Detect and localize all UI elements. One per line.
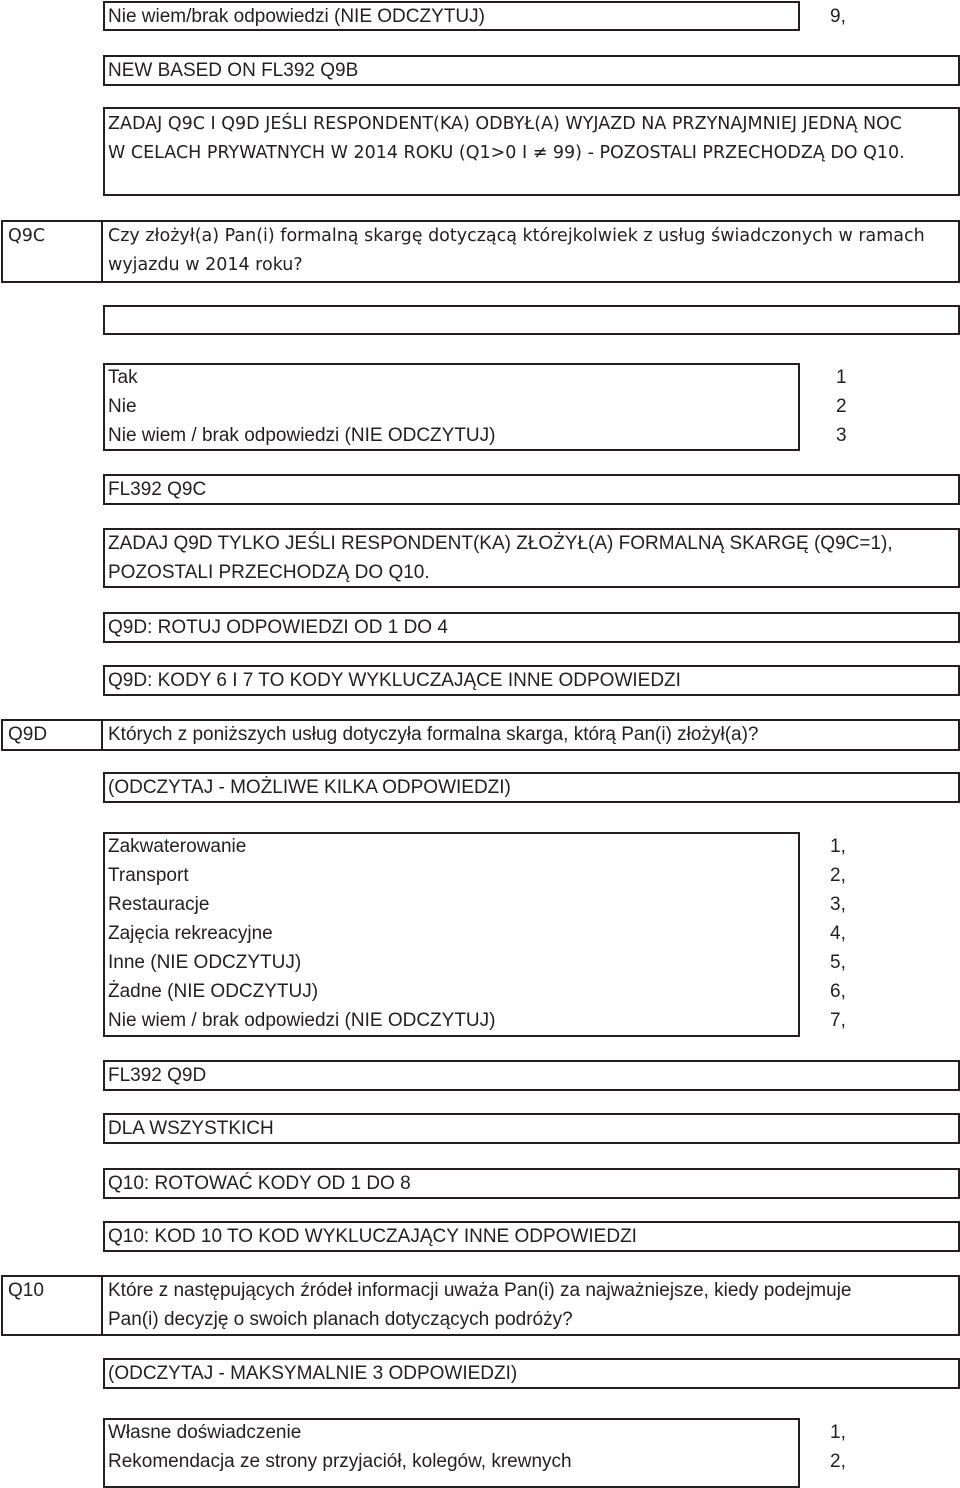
instruction-line: ZADAJ Q9C I Q9D JEŚLI RESPONDENT(KA) ODBYŁ(A) WYJAZD NA PRZYNAJMNIEJ JEDNĄ NOC <box>108 114 903 134</box>
answer-label: Zajęcia rekreacyjne <box>108 923 273 944</box>
instruction-line: POZOSTALI PRZECHODZĄ DO Q10. <box>108 562 430 583</box>
answer-code: 2, <box>830 1451 846 1472</box>
answer-code: 7, <box>830 1010 846 1031</box>
question-text: wyjazdu w 2014 roku? <box>108 255 303 275</box>
answer-label: Nie wiem / brak odpowiedzi (NIE ODCZYTUJ) <box>108 1010 496 1031</box>
note-new-based: NEW BASED ON FL392 Q9B <box>108 60 359 81</box>
answer-code: 3, <box>830 894 846 915</box>
answer-label: Inne (NIE ODCZYTUJ) <box>108 952 302 973</box>
question-text: Pan(i) decyzję o swoich planach dotyczących podróży? <box>108 1309 573 1330</box>
read-note: (ODCZYTAJ - MOŻLIWE KILKA ODPOWIEDZI) <box>108 777 511 798</box>
source-box <box>103 1060 960 1091</box>
empty-input-box <box>103 305 960 335</box>
answer-label: Żadne (NIE ODCZYTUJ) <box>108 981 319 1002</box>
for-all-note: DLA WSZYSTKICH <box>108 1118 274 1139</box>
question-text: Czy złożył(a) Pan(i) formalną skargę dotyczącą którejkolwiek z usług świadczonych w ramach <box>108 226 925 246</box>
rotate-note: Q9D: ROTUJ ODPOWIEDZI OD 1 DO 4 <box>108 617 448 638</box>
answer-code: 3 <box>836 425 847 446</box>
question-id: Q10 <box>8 1280 44 1301</box>
answer-label: Rekomendacja ze strony przyjaciół, kolegów, krewnych <box>108 1451 572 1472</box>
answer-code: 5, <box>830 952 846 973</box>
answer-code: 2, <box>830 865 846 886</box>
answer-label: Nie wiem/brak odpowiedzi (NIE ODCZYTUJ) <box>108 6 485 27</box>
answer-label: Nie wiem / brak odpowiedzi (NIE ODCZYTUJ) <box>108 425 496 446</box>
source-box <box>103 474 960 505</box>
read-note: (ODCZYTAJ - MAKSYMALNIE 3 ODPOWIEDZI) <box>108 1363 518 1384</box>
answer-code: 1, <box>830 1422 846 1443</box>
question-id: Q9D <box>8 724 48 745</box>
answer-code: 6, <box>830 981 846 1002</box>
question-id: Q9C <box>8 226 46 246</box>
answer-label: Nie <box>108 396 137 417</box>
answer-label: Restauracje <box>108 894 210 915</box>
answer-code: 4, <box>830 923 846 944</box>
answer-code: 1 <box>836 367 847 388</box>
question-text: Których z poniższych usług dotyczyła formalna skarga, którą Pan(i) złożył(a)? <box>108 724 759 745</box>
instruction-line: ZADAJ Q9D TYLKO JEŚLI RESPONDENT(KA) ZŁOŻYŁ(A) FORMALNĄ SKARGĘ (Q9C=1), <box>108 533 893 554</box>
rotate-note: Q10: ROTOWAĆ KODY OD 1 DO 8 <box>108 1173 411 1194</box>
source-ref: FL392 Q9D <box>108 1065 207 1086</box>
answer-label: Tak <box>108 367 138 388</box>
answer-code: 2 <box>836 396 847 417</box>
answer-code: 1, <box>830 836 846 857</box>
question-text: Które z następujących źródeł informacji uważa Pan(i) za najważniejsze, kiedy podejmuje <box>108 1280 852 1301</box>
instruction-line: W CELACH PRYWATNYCH W 2014 ROKU (Q1>0 I ≠ 99) - POZOSTALI PRZECHODZĄ DO Q10. <box>108 143 905 163</box>
exclusive-note: Q10: KOD 10 TO KOD WYKLUCZAJĄCY INNE ODPOWIEDZI <box>108 1226 637 1247</box>
exclusive-note: Q9D: KODY 6 I 7 TO KODY WYKLUCZAJĄCE INNE ODPOWIEDZI <box>108 670 681 691</box>
answer-label: Własne doświadczenie <box>108 1422 302 1443</box>
source-ref: FL392 Q9C <box>108 479 207 500</box>
answer-label: Transport <box>108 865 189 886</box>
answer-label: Zakwaterowanie <box>108 836 247 857</box>
answer-code: 9, <box>830 6 846 27</box>
